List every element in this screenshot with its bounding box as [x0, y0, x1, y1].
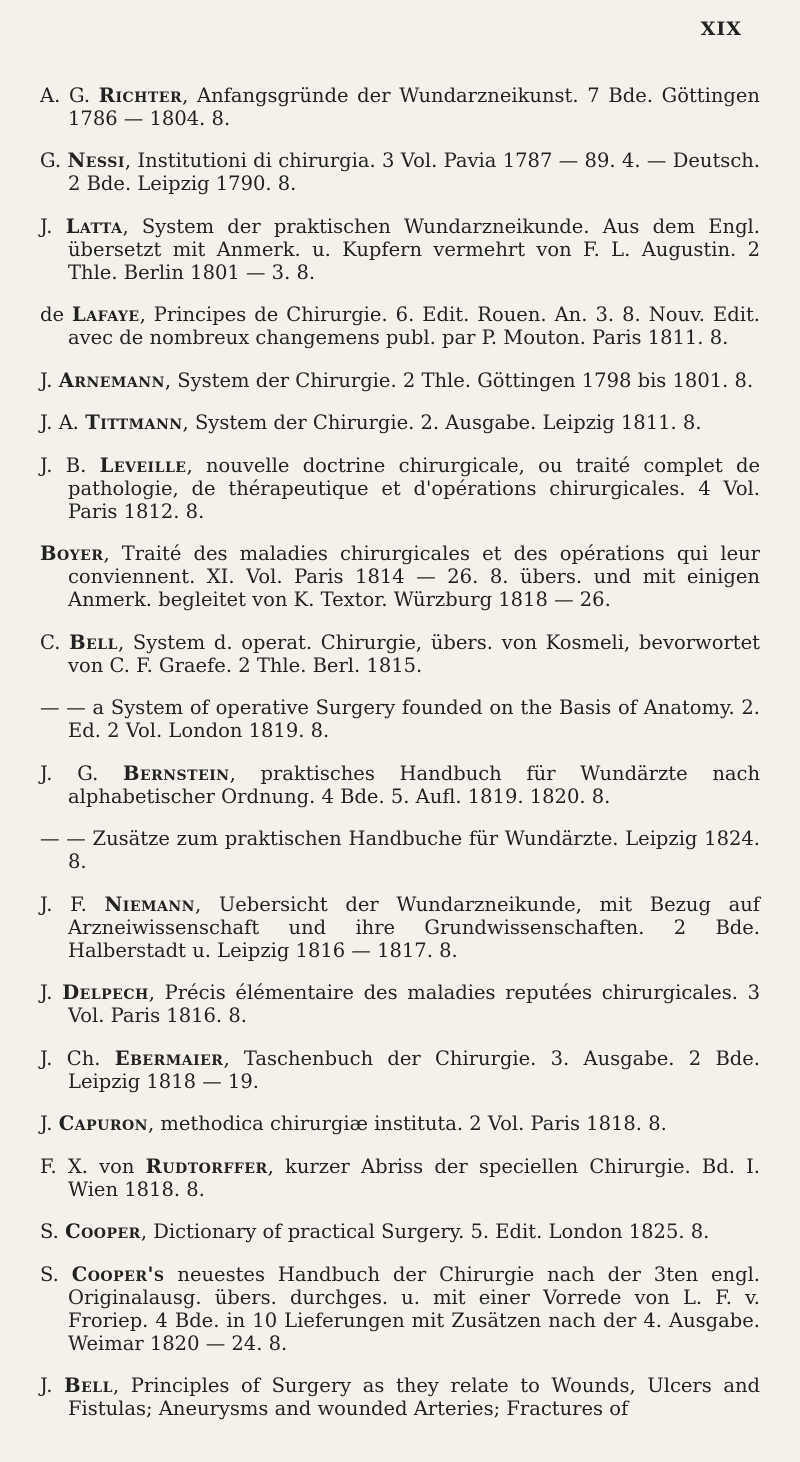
entry-prefix: G.	[40, 149, 68, 172]
entry-text: Zusätze zum praktischen Handbuche für Wundärzte. Leipzig 1824. 8.	[68, 827, 760, 873]
entry-prefix: J.	[40, 214, 66, 238]
bibliography-entry	[40, 981, 760, 1027]
entry-prefix: J.	[40, 981, 63, 1004]
entry-author: Bernstein	[122, 761, 230, 785]
entry-text: , praktisches Handbuch für Wundärzte nach alphabetischer Ordnung. 4 Bde. 5. Aufl. 1819. 1820. 8.	[68, 761, 761, 808]
entry-prefix: de	[40, 303, 73, 326]
entry-text: , nouvelle doctrine chirurgicale, ou traité complet de pathologie, de thérapeutique et d'opérations chirurgicales. 4 Vol. Paris 1812. 8.	[68, 453, 760, 523]
entry-text: , kurzer Abriss der speciellen Chirurgie. Bd. I. Wien 1818. 8.	[68, 1154, 760, 1201]
entry-prefix: J. A.	[40, 411, 86, 434]
bibliography-entry	[40, 411, 760, 434]
entry-text: , Traité des maladies chirurgicales et des opérations qui leur conviennent. XI. Vol. Paris 1814 — 26. 8. übers. und mit einigen Anmerk. begleitet von K. Textor. Würzburg 1818 — 26.	[68, 542, 760, 611]
entry-prefix: — —	[40, 696, 93, 719]
entry-author: Lafaye	[72, 303, 140, 326]
entry-prefix: C.	[40, 630, 70, 654]
entry-text: , Institutioni di chirurgia. 3 Vol. Pavia 1787 — 89. 4. — Deutsch. 2 Bde. Leipzig 1790. 8.	[68, 149, 760, 195]
entry-prefix: — —	[40, 827, 93, 850]
entry-text: , Taschenbuch der Chirurgie. 3. Ausgabe. 2 Bde. Leipzig 1818 — 19.	[68, 1046, 760, 1093]
entry-author: Rudtorffer	[145, 1154, 268, 1178]
entry-author: Bell	[69, 630, 118, 654]
entry-prefix: J. Ch.	[40, 1046, 115, 1070]
entry-text: , Uebersicht der Wundarzneikunde, mit Bezug auf Arzneiwissenschaft und ihre Grundwissenschaften. 2 Bde. Halberstadt u. Leipzig 1816 — 1817. 8.	[68, 892, 760, 962]
entry-author: Ebermaier	[114, 1046, 224, 1070]
entry-author: Nessi	[67, 149, 125, 172]
bibliography-entry	[40, 369, 760, 392]
bibliography-entry	[40, 827, 760, 873]
entry-author: Cooper	[65, 1220, 141, 1243]
entry-author: Leveille	[99, 453, 187, 477]
entry-author: Capuron	[58, 1112, 148, 1135]
bibliography-entry	[40, 1263, 760, 1355]
bibliography-entry	[40, 1047, 760, 1093]
bibliography-entry	[40, 149, 760, 195]
entry-author: Richter	[98, 83, 183, 107]
entry-author: Latta	[65, 214, 123, 238]
entry-text: , System d. operat. Chirurgie, übers. von Kosmeli, bevorwortet von C. F. Graefe. 2 Thle. Berl. 1815.	[68, 630, 761, 677]
bibliography-entry	[40, 762, 760, 808]
entry-prefix: J. F.	[40, 892, 105, 916]
entry-prefix: J. G.	[40, 761, 123, 785]
bibliography-list	[40, 64, 760, 1431]
entry-prefix: A. G.	[40, 83, 99, 107]
entry-prefix: S.	[40, 1220, 66, 1243]
entry-author: Tittmann	[85, 411, 183, 434]
entry-text: , Principes de Chirurgie. 6. Edit. Rouen. An. 3. 8. Nouv. Edit. avec de nombreux changemens publ. par P. Mouton. Paris 1811. 8.	[68, 303, 760, 349]
bibliography-entry	[40, 215, 760, 284]
bibliography-entry	[40, 1374, 760, 1420]
bibliography-entry	[40, 1220, 760, 1243]
entry-author: Delpech	[62, 981, 149, 1004]
entry-text: , Anfangsgründe der Wundarzneikunst. 7 Bde. Göttingen 1786 — 1804. 8.	[68, 83, 760, 130]
entry-text: , Principles of Surgery as they relate to Wounds, Ulcers and Fistulas; Aneurysms and wounded Arteries; Fractures of	[68, 1374, 760, 1420]
bibliography-entry	[40, 542, 760, 611]
entry-author: Niemann	[104, 892, 195, 916]
entry-prefix: J. B.	[40, 453, 100, 477]
page-number: XIX	[700, 18, 742, 40]
entry-prefix: J.	[40, 1374, 65, 1397]
entry-text: , System der praktischen Wundarzneikunde. Aus dem Engl. übersetzt mit Anmerk. u. Kupfern vermehrt von F. L. Augustin. 2 Thle. Berlin 1801 — 3. 8.	[68, 214, 760, 284]
bibliography-entry	[40, 696, 760, 742]
bibliography-entry	[40, 1112, 760, 1135]
entry-text: , Dictionary of practical Surgery. 5. Edit. London 1825. 8.	[140, 1220, 710, 1243]
entry-text: a System of operative Surgery founded on the Basis of Anatomy. 2. Ed. 2 Vol. London 1819. 8.	[68, 696, 760, 742]
bibliography-entry	[40, 631, 760, 677]
bibliography-entry	[40, 454, 760, 523]
entry-author: Cooper's	[71, 1262, 165, 1286]
bibliography-entry	[40, 303, 760, 349]
entry-prefix: J.	[40, 368, 59, 392]
entry-prefix: F. X. von	[40, 1154, 146, 1178]
bibliography-entry	[40, 84, 760, 130]
entry-text: , System der Chirurgie. 2 Thle. Göttingen 1798 bis 1801. 8.	[164, 368, 754, 392]
entry-prefix: J.	[40, 1112, 59, 1135]
entry-text: neuestes Handbuch der Chirurgie nach der 3ten engl. Originalausg. übers. durchges. u. mit einer Vorrede von L. F. v. Froriep. 4 Bde. in 10 Lieferungen mit Zusätzen nach der 4. Ausgabe. Weimar 1820 — 24. 8.	[68, 1262, 760, 1355]
entry-text: , System der Chirurgie. 2. Ausgabe. Leipzig 1811. 8.	[182, 411, 702, 434]
bibliography-entry	[40, 1155, 760, 1201]
entry-author: Arnemann	[58, 368, 165, 392]
entry-prefix: S.	[40, 1262, 72, 1286]
entry-author: Bell	[64, 1374, 113, 1397]
bibliography-entry	[40, 893, 760, 962]
entry-text: , methodica chirurgiæ instituta. 2 Vol. Paris 1818. 8.	[147, 1112, 667, 1135]
entry-text: , Précis élémentaire des maladies reputées chirurgicales. 3 Vol. Paris 1816. 8.	[68, 981, 760, 1027]
entry-author: Boyer	[40, 542, 104, 565]
